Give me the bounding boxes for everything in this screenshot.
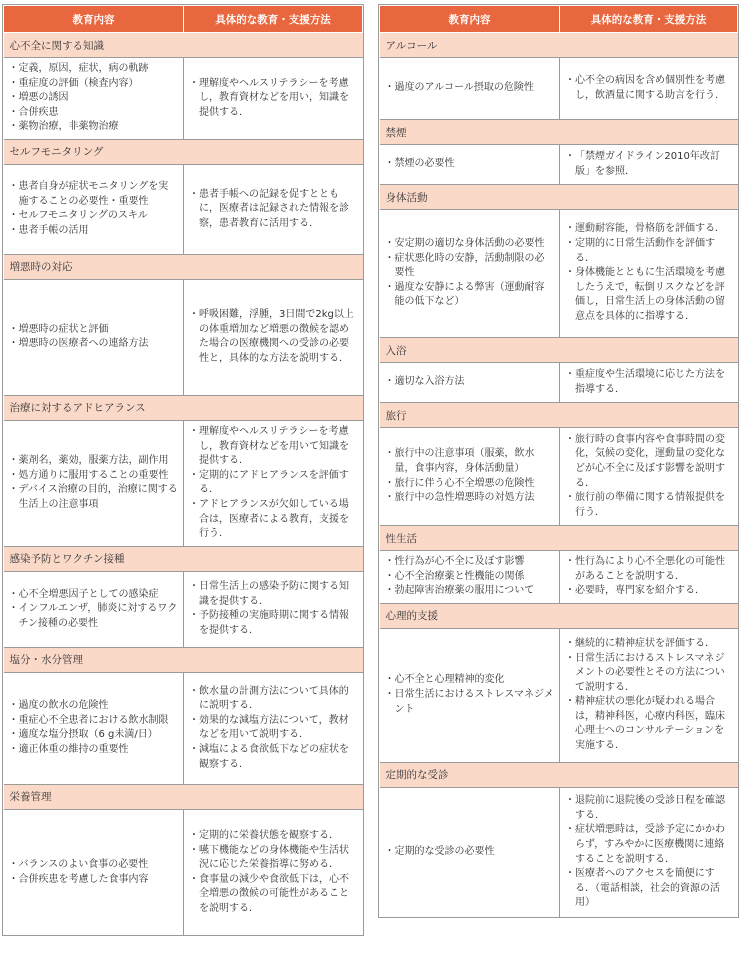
table-row <box>380 145 738 185</box>
list-item: ・ 重症心不全患者における飲水制限 <box>11 714 179 729</box>
section-header-row <box>4 395 363 420</box>
list-item: ・ 患者自身が症状モニタリングを実施することの必要性・重要性 <box>11 180 179 209</box>
section-title: 塩分・水分管理 <box>4 647 363 672</box>
table-row <box>4 164 363 254</box>
list-item: ・ 勃起障害治療薬の服用について <box>387 584 555 599</box>
table-row <box>4 571 363 647</box>
bullet-list <box>11 699 179 757</box>
bullet-list <box>191 829 358 917</box>
list-item: ・ 増悪の誘因 <box>11 91 179 106</box>
list-item: ・ 継続的に精神症状を評価する． <box>567 637 733 652</box>
bullet-list <box>191 308 358 366</box>
table-row <box>380 787 738 917</box>
section-header-row <box>380 403 738 428</box>
section-title: 栄養管理 <box>4 784 363 809</box>
list-item: ・ 退院前に退院後の受診日程を確認する． <box>567 794 733 823</box>
bullet-list <box>11 454 179 512</box>
list-item: ・ 定期的に栄養状態を観察する． <box>191 829 358 844</box>
content-cell <box>380 145 560 185</box>
bullet-list <box>567 433 733 521</box>
section-title: 禁煙 <box>380 120 738 145</box>
table-row <box>4 809 363 935</box>
bullet-list <box>191 685 358 773</box>
content-cell <box>4 571 184 647</box>
list-item: ・ 効果的な減塩方法について，教材などを用いて説明する． <box>191 714 358 743</box>
section-title: 増悪時の対応 <box>4 254 363 279</box>
right-table <box>378 4 739 918</box>
section-title: 感染予防とワクチン接種 <box>4 546 363 571</box>
list-item: ・ 旅行に伴う心不全増悪の危険性 <box>387 477 555 492</box>
list-item: ・ 合併疾患 <box>11 106 179 121</box>
list-item: ・ 安定期の適切な身体活動の必要性 <box>387 237 555 252</box>
list-item: ・ 重症度の評価（検査内容） <box>11 77 179 92</box>
list-item: ・ セルフモニタリングのスキル <box>11 209 179 224</box>
method-cell <box>560 363 738 403</box>
list-item: ・ 日常生活におけるストレスマネジメント <box>387 688 555 717</box>
list-item: ・ 嚥下機能などの身体機能や生活状況に応じた栄養指導に努める． <box>191 844 358 873</box>
list-item: ・ 旅行時の食事内容や食事時間の変化，気候の変化，運動量の変化などが心不全に及ぼす影響を説明する． <box>567 433 733 491</box>
bullet-list <box>11 858 179 887</box>
list-item: ・ 合併疾患を考慮した食事内容 <box>11 873 179 888</box>
left-table <box>2 4 364 936</box>
content-cell <box>380 787 560 917</box>
list-item: ・ 薬物治療，非薬物治療 <box>11 120 179 135</box>
section-title: アルコール <box>380 33 738 58</box>
content-cell <box>4 420 184 546</box>
bullet-list <box>567 222 733 324</box>
section-header-row <box>380 762 738 787</box>
table-row <box>4 672 363 784</box>
content-cell <box>380 428 560 526</box>
section-title: 身体活動 <box>380 185 738 210</box>
section-header-row <box>4 546 363 571</box>
method-cell <box>184 58 363 140</box>
content-cell <box>4 164 184 254</box>
list-item: ・ 精神症状の悪化が疑われる場合は，精神科医，心療内科医，臨床心理士へのコンサルテーションを実施する． <box>567 695 733 753</box>
section-header-row <box>4 139 363 164</box>
list-item: ・ 心不全の病因を含め個別性を考慮し，飲酒量に関する助言を行う． <box>567 74 733 103</box>
table-row <box>380 210 738 338</box>
method-cell <box>184 672 363 784</box>
content-cell <box>4 279 184 395</box>
section-title: 定期的な受診 <box>380 762 738 787</box>
content-cell <box>380 363 560 403</box>
list-item: ・ 増悪時の医療者への連絡方法 <box>11 337 179 352</box>
section-header-row <box>380 120 738 145</box>
list-item: ・ アドヒアランスが欠如している場合は，医療者による教育，支援を行う． <box>191 498 358 542</box>
bullet-list <box>387 845 555 860</box>
section-title: 性生活 <box>380 526 738 551</box>
table-row <box>380 551 738 604</box>
list-item: ・ 日常生活におけるストレスマネジメントの必要性とその方法について説明する． <box>567 652 733 696</box>
list-item: ・ 過度な安静による弊害（運動耐容能の低下など） <box>387 281 555 310</box>
list-item: ・ 飲水量の計測方法について具体的に説明する． <box>191 685 358 714</box>
list-item: ・ 過度のアルコール摂取の危険性 <box>387 81 555 96</box>
bullet-list <box>387 555 555 599</box>
content-cell <box>4 809 184 935</box>
method-cell <box>560 428 738 526</box>
list-item: ・ 性行為により心不全悪化の可能性があることを説明する． <box>567 555 733 584</box>
section-header-row <box>380 185 738 210</box>
bullet-list <box>387 447 555 505</box>
section-header-row <box>380 603 738 628</box>
table-row <box>380 428 738 526</box>
list-item: ・ インフルエンザ，肺炎に対するワクチン接種の必要性 <box>11 602 179 631</box>
list-item: ・ 処方通りに服用することの重要性 <box>11 469 179 484</box>
list-item: ・ 旅行前の準備に関する情報提供を行う． <box>567 491 733 520</box>
section-header-row <box>380 33 738 58</box>
list-item: ・ 食事量の減少や食欲低下は，心不全増悪の徴候の可能性があることを説明する． <box>191 873 358 917</box>
bullet-list <box>567 637 733 754</box>
bullet-list <box>567 368 733 397</box>
list-item: ・ 適度な塩分摂取（6 g未満/日） <box>11 728 179 743</box>
list-item: ・ 旅行中の急性増悪時の対処方法 <box>387 491 555 506</box>
list-item: ・ 運動耐容能，骨格筋を評価する． <box>567 222 733 237</box>
method-cell <box>560 58 738 120</box>
method-cell <box>184 420 363 546</box>
bullet-list <box>191 580 358 638</box>
section-title: 旅行 <box>380 403 738 428</box>
content-cell <box>380 628 560 762</box>
bullet-list <box>567 555 733 599</box>
method-cell <box>560 551 738 604</box>
list-item: ・ 定期的に日常生活動作を評価する． <box>567 237 733 266</box>
section-title: セルフモニタリング <box>4 139 363 164</box>
list-item: ・ 適切な入浴方法 <box>387 375 555 390</box>
method-cell <box>560 787 738 917</box>
bullet-list <box>567 150 733 179</box>
bullet-list <box>191 77 358 121</box>
section-title: 治療に対するアドヒアランス <box>4 395 363 420</box>
list-item: ・ 症状悪化時の安静，活動制限の必要性 <box>387 252 555 281</box>
list-item: ・ 性行為が心不全に及ぼす影響 <box>387 555 555 570</box>
list-item: ・ バランスのよい食事の必要性 <box>11 858 179 873</box>
section-title: 心不全に関する知識 <box>4 33 363 58</box>
list-item: ・ 必要時，専門家を紹介する． <box>567 584 733 599</box>
method-cell <box>560 210 738 338</box>
section-title: 心理的支援 <box>380 603 738 628</box>
method-cell <box>560 628 738 762</box>
bullet-list <box>387 81 555 96</box>
bullet-list <box>567 794 733 911</box>
list-item: ・ 症状増悪時は，受診予定にかかわらず，すみやかに医療機関に連絡することを説明する． <box>567 823 733 867</box>
list-item: ・ 理解度やヘルスリテラシーを考慮し，教育資材などを用い，知識を提供する． <box>191 77 358 121</box>
list-item: ・ 医療者へのアクセスを簡便にする．（電話相談，社会的資源の活用） <box>567 867 733 911</box>
bullet-list <box>387 237 555 310</box>
method-cell <box>184 809 363 935</box>
section-header-row <box>380 338 738 363</box>
header-col1: 教育内容 <box>4 6 184 33</box>
table-row <box>380 628 738 762</box>
table-row <box>380 363 738 403</box>
list-item: ・ 定期的な受診の必要性 <box>387 845 555 860</box>
bullet-list <box>191 425 358 542</box>
bullet-list <box>387 157 555 172</box>
list-item: ・ 重症度や生活環境に応じた方法を指導する． <box>567 368 733 397</box>
header-col1: 教育内容 <box>380 6 560 33</box>
list-item: ・ 定義，原因，症状，病の軌跡 <box>11 62 179 77</box>
section-header-row <box>380 526 738 551</box>
list-item: ・ 心不全増悪因子としての感染症 <box>11 588 179 603</box>
bullet-list <box>11 180 179 238</box>
content-cell <box>380 551 560 604</box>
bullet-list <box>387 673 555 717</box>
list-item: ・ デバイス治療の目的，治療に関する生活上の注意事項 <box>11 483 179 512</box>
method-cell <box>560 145 738 185</box>
header-col2: 具体的な教育・支援方法 <box>560 6 738 33</box>
list-item: ・ 増悪時の症状と評価 <box>11 323 179 338</box>
method-cell <box>184 279 363 395</box>
bullet-list <box>11 323 179 352</box>
table-header <box>4 6 363 33</box>
bullet-list <box>387 375 555 390</box>
list-item: ・ 禁煙の必要性 <box>387 157 555 172</box>
list-item: ・ 身体機能とともに生活環境を考慮したうえで，転倒リスクなどを評価し，日常生活上の身体活動の留意点を具体的に指導する． <box>567 266 733 324</box>
list-item: ・ 減塩による食欲低下などの症状を観察する． <box>191 743 358 772</box>
method-cell <box>184 571 363 647</box>
list-item: ・ 患者手帳への記録を促すとともに，医療者は記録された情報を診察，患者教育に活用する． <box>191 188 358 232</box>
section-header-row <box>4 33 363 58</box>
bullet-list <box>11 588 179 632</box>
list-item: ・ 過度の飲水の危険性 <box>11 699 179 714</box>
list-item: ・ 予防接種の実施時期に関する情報を提供する． <box>191 609 358 638</box>
list-item: ・ 心不全と心理精神的変化 <box>387 673 555 688</box>
list-item: ・ 心不全治療薬と性機能の関係 <box>387 570 555 585</box>
list-item: ・ 「禁煙ガイドライン2010年改訂版」を参照． <box>567 150 733 179</box>
list-item: ・ 薬剤名，薬効，服薬方法，副作用 <box>11 454 179 469</box>
content-cell <box>4 58 184 140</box>
content-cell <box>4 672 184 784</box>
list-item: ・ 理解度やヘルスリテラシーを考慮し，教育資材などを用いて知識を提供する． <box>191 425 358 469</box>
table-row <box>4 58 363 140</box>
bullet-list <box>191 188 358 232</box>
table-header <box>380 6 738 33</box>
list-item: ・ 日常生活上の感染予防に関する知識を提供する． <box>191 580 358 609</box>
list-item: ・ 旅行中の注意事項（服薬，飲水量，食事内容，身体活動量） <box>387 447 555 476</box>
table-row <box>380 58 738 120</box>
list-item: ・ 適正体重の維持の重要性 <box>11 743 179 758</box>
content-cell <box>380 210 560 338</box>
section-header-row <box>4 254 363 279</box>
bullet-list <box>567 74 733 103</box>
table-row <box>4 420 363 546</box>
list-item: ・ 定期的にアドヒアランスを評価する． <box>191 469 358 498</box>
table-row <box>4 279 363 395</box>
section-header-row <box>4 784 363 809</box>
section-title: 入浴 <box>380 338 738 363</box>
list-item: ・ 呼吸困難，浮腫，3日間で2kg以上の体重増加など増悪の徴候を認めた場合の医療機関への受診の必要性と，具体的な方法を説明する． <box>191 308 358 366</box>
header-col2: 具体的な教育・支援方法 <box>184 6 363 33</box>
bullet-list <box>11 62 179 135</box>
section-header-row <box>4 647 363 672</box>
list-item: ・ 患者手帳の活用 <box>11 224 179 239</box>
method-cell <box>184 164 363 254</box>
content-cell <box>380 58 560 120</box>
